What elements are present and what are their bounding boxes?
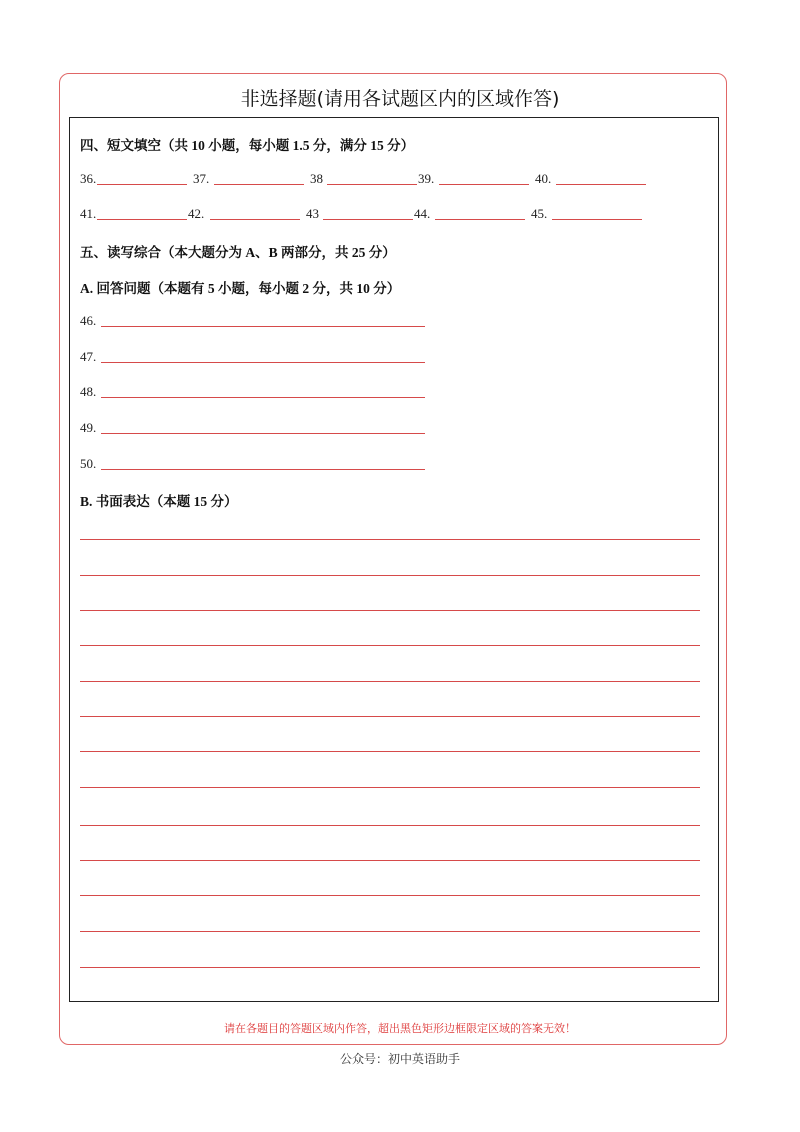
writing-line[interactable]	[80, 539, 700, 540]
blank-38[interactable]	[327, 184, 417, 185]
blank-label-41: 41.	[80, 206, 97, 221]
blank-label-38: 38	[310, 171, 323, 186]
blank-label-43: 43	[306, 206, 319, 221]
page-footer: 公众号：初中英语助手	[339, 1052, 460, 1066]
answer-line-49[interactable]	[101, 433, 425, 434]
writing-line[interactable]	[80, 825, 700, 826]
blank-43[interactable]	[323, 219, 413, 220]
writing-line[interactable]	[80, 751, 700, 752]
blank-41[interactable]	[97, 219, 187, 220]
partA-heading: A. 回答问题（本题有 5 小题，每小题 2 分，共 10 分）	[80, 281, 401, 296]
section5-heading: 五、读写综合（本大题分为 A、B 两部分，共 25 分）	[80, 245, 396, 260]
writing-line[interactable]	[80, 645, 700, 646]
writing-line[interactable]	[80, 575, 700, 576]
writing-line[interactable]	[80, 931, 700, 932]
partB-heading: B. 书面表达（本题 15 分）	[80, 494, 238, 509]
answer-area-warning: 请在各题目的答题区域内作答，超出黑色矩形边框限定区域的答案无效！	[224, 1022, 576, 1035]
blank-36[interactable]	[97, 184, 187, 185]
writing-line[interactable]	[80, 967, 700, 968]
writing-line[interactable]	[80, 681, 700, 682]
blank-44[interactable]	[435, 219, 525, 220]
writing-line[interactable]	[80, 716, 700, 717]
blank-40[interactable]	[556, 184, 646, 185]
answer-label-46: 46.	[80, 313, 97, 328]
page-title: 非选择题(请用各试题区内的区域作答)	[240, 88, 560, 110]
answer-line-48[interactable]	[101, 397, 425, 398]
writing-line[interactable]	[80, 610, 700, 611]
answer-line-47[interactable]	[101, 362, 425, 363]
writing-line[interactable]	[80, 895, 700, 896]
blank-42[interactable]	[210, 219, 300, 220]
answer-label-50: 50.	[80, 456, 97, 471]
blank-label-37: 37.	[193, 171, 210, 186]
blank-label-45: 45.	[531, 206, 548, 221]
blank-label-36: 36.	[80, 171, 97, 186]
blank-label-42: 42.	[188, 206, 205, 221]
answer-line-50[interactable]	[101, 469, 425, 470]
blank-39[interactable]	[439, 184, 529, 185]
section4-heading: 四、短文填空（共 10 小题，每小题 1.5 分，满分 15 分）	[80, 138, 415, 153]
blank-label-39: 39.	[418, 171, 435, 186]
answer-label-47: 47.	[80, 349, 97, 364]
blank-label-44: 44.	[414, 206, 431, 221]
blank-label-40: 40.	[535, 171, 552, 186]
answer-line-46[interactable]	[101, 326, 425, 327]
answer-label-49: 49.	[80, 420, 97, 435]
writing-line[interactable]	[80, 787, 700, 788]
blank-45[interactable]	[552, 219, 642, 220]
answer-label-48: 48.	[80, 384, 97, 399]
writing-line[interactable]	[80, 860, 700, 861]
blank-37[interactable]	[214, 184, 304, 185]
